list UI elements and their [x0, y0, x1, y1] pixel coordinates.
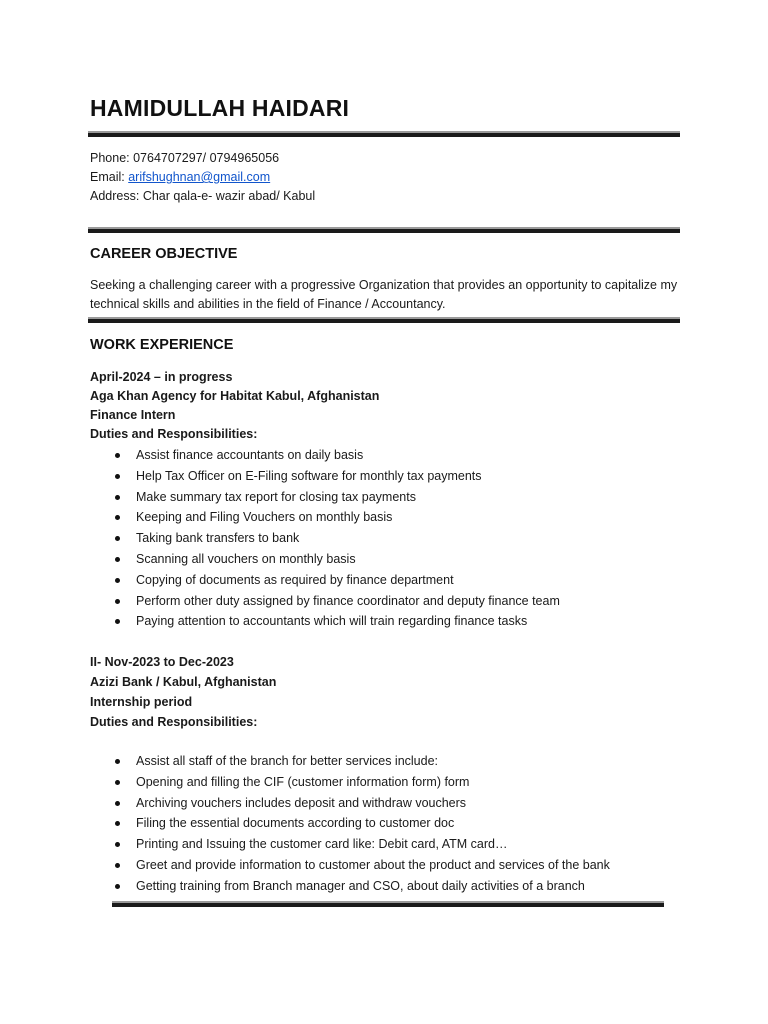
bullet-icon [115, 474, 120, 479]
job-period: II- Nov-2023 to Dec-2023 [90, 655, 234, 669]
duty-text: Opening and filling the CIF (customer information form) form [136, 774, 470, 789]
phone-line [90, 149, 315, 168]
job-period: April-2024 – in progress [90, 370, 233, 384]
list-item [90, 793, 690, 814]
list-item [90, 570, 690, 591]
duty-text: Help Tax Officer on E-Filing software for monthly tax payments [136, 468, 482, 483]
duty-text: Perform other duty assigned by finance coordinator and deputy finance team [136, 593, 560, 608]
list-item [90, 591, 690, 612]
duty-text: Paying attention to accountants which will train regarding finance tasks [136, 614, 528, 629]
duty-text: Printing and Issuing the customer card like: Debit card, ATM card… [136, 837, 508, 852]
duties-label: Duties and Responsibilities: [90, 715, 258, 729]
job-role: Finance Intern [90, 408, 176, 422]
address-label: Address: [90, 189, 140, 203]
section-divider [88, 317, 680, 323]
list-item [90, 507, 690, 528]
duties-list [90, 445, 690, 632]
section-divider [112, 901, 664, 907]
list-item [90, 549, 690, 570]
duty-text: Scanning all vouchers on monthly basis [136, 551, 356, 566]
bullet-icon [115, 578, 120, 583]
job-entry-azizi-bank [90, 652, 690, 897]
list-item [90, 813, 690, 834]
bullet-icon [115, 453, 120, 458]
duty-text: Copying of documents as required by finance department [136, 572, 454, 587]
list-item [90, 445, 690, 466]
list-item [90, 751, 690, 772]
duty-text: Assist finance accountants on daily basis [136, 448, 364, 462]
duty-text: Assist all staff of the branch for better services include: [136, 754, 438, 768]
job-employer: Azizi Bank / Kabul, Afghanistan [90, 675, 277, 689]
duty-text: Make summary tax report for closing tax payments [136, 489, 416, 504]
list-item [90, 611, 690, 632]
career-objective-heading: CAREER OBJECTIVE [90, 246, 238, 262]
bullet-icon [115, 495, 120, 500]
career-objective-text: Seeking a challenging career with a progressive Organization that provides an opportunity to capitalize my technical skills and abilities in the field of Finance / Accountancy. [90, 278, 678, 311]
bullet-icon [115, 801, 120, 806]
list-item [90, 528, 690, 549]
address-value: Char qala-e- wazir abad/ Kabul [142, 189, 316, 203]
bullet-icon [115, 863, 120, 868]
job-entry-aga-khan [90, 368, 690, 632]
duty-text: Getting training from Branch manager and CSO, about daily activities of a branch [136, 878, 585, 893]
duty-text: Taking bank transfers to bank [136, 531, 300, 546]
bullet-icon [115, 619, 120, 624]
list-item [90, 466, 690, 487]
section-divider [88, 131, 680, 137]
work-experience-heading: WORK EXPERIENCE [90, 337, 234, 353]
candidate-name: HAMIDULLAH HAIDARI [90, 95, 350, 121]
bullet-icon [115, 884, 120, 889]
job-employer: Aga Khan Agency for Habitat Kabul, Afghanistan [90, 389, 380, 403]
bullet-icon [115, 599, 120, 604]
address-line [90, 187, 315, 206]
duty-text: Greet and provide information to customer about the product and services of the bank [136, 857, 610, 872]
list-item [90, 772, 690, 793]
email-link[interactable]: arifshughnan@gmail.com [128, 170, 271, 184]
duties-list [90, 751, 690, 897]
list-item [90, 834, 690, 855]
duty-text: Archiving vouchers includes deposit and withdraw vouchers [136, 795, 467, 810]
email-line [90, 168, 315, 187]
list-item [90, 876, 690, 897]
bullet-icon [115, 536, 120, 541]
list-item [90, 487, 690, 508]
bullet-icon [115, 515, 120, 520]
list-item [90, 855, 690, 876]
duty-text: Keeping and Filing Vouchers on monthly basis [136, 510, 393, 525]
job-role: Internship period [90, 695, 193, 709]
duties-label: Duties and Responsibilities: [90, 427, 258, 441]
bullet-icon [115, 759, 120, 764]
bullet-icon [115, 842, 120, 847]
bullet-icon [115, 821, 120, 826]
section-divider [88, 227, 680, 233]
bullet-icon [115, 780, 120, 785]
phone-value: 0764707297/ 0794965056 [133, 151, 280, 165]
contact-block [90, 149, 315, 206]
duty-text: Filing the essential documents according to customer doc [136, 816, 455, 831]
phone-label: Phone: [90, 151, 130, 165]
email-label: Email: [90, 170, 125, 184]
bullet-icon [115, 557, 120, 562]
